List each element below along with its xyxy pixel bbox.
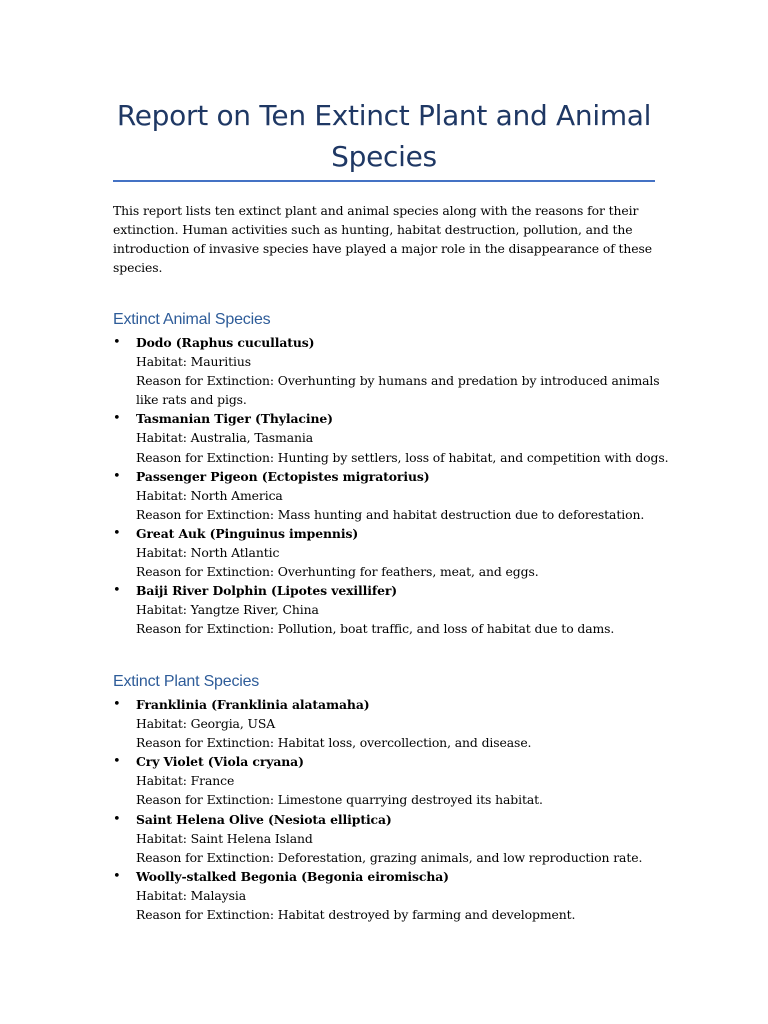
species-name: Great Auk (Pinguinus impennis) xyxy=(136,525,359,541)
list-item xyxy=(113,867,673,924)
species-habitat: Habitat: Georgia, USA xyxy=(136,716,276,732)
species-name: Passenger Pigeon (Ectopistes migratorius) xyxy=(136,468,430,484)
species-name: Franklinia (Franklinia alatamaha) xyxy=(136,697,370,712)
list-item xyxy=(113,467,673,524)
list-item xyxy=(113,695,673,752)
species-habitat: Habitat: North America xyxy=(136,487,283,503)
bullet-icon: • xyxy=(113,411,121,427)
page-title: Report on Ten Extinct Plant and Animal Species xyxy=(116,99,652,173)
list-item xyxy=(113,810,673,867)
plants-section-heading: Extinct Plant Species xyxy=(113,673,260,690)
species-name: Saint Helena Olive (Nesiota elliptica) xyxy=(136,811,392,827)
bullet-icon: • xyxy=(113,468,121,484)
bullet-icon: • xyxy=(113,811,121,827)
species-extinction-reason: Reason for Extinction: Overhunting by humans and predation by introduced animals like rats and pigs. xyxy=(136,373,660,408)
list-item xyxy=(113,581,673,638)
species-extinction-reason: Reason for Extinction: Habitat loss, overcollection, and disease. xyxy=(136,735,532,751)
species-name: Woolly-stalked Begonia (Begonia eiromischa) xyxy=(136,868,449,884)
species-habitat: Habitat: Saint Helena Island xyxy=(136,830,313,846)
species-extinction-reason: Reason for Extinction: Hunting by settlers, loss of habitat, and competition with dogs. xyxy=(136,449,669,465)
list-item xyxy=(113,752,673,809)
species-habitat: Habitat: France xyxy=(136,773,235,789)
species-extinction-reason: Reason for Extinction: Deforestation, grazing animals, and low reproduction rate. xyxy=(136,849,643,865)
animal-species-list xyxy=(113,333,673,639)
list-item xyxy=(113,409,673,466)
species-name: Cry Violet (Viola cryana) xyxy=(136,754,304,770)
species-extinction-reason: Reason for Extinction: Overhunting for feathers, meat, and eggs. xyxy=(136,564,539,580)
species-habitat: Habitat: Mauritius xyxy=(136,354,251,370)
species-extinction-reason: Reason for Extinction: Limestone quarrying destroyed its habitat. xyxy=(136,792,543,808)
bullet-icon: • xyxy=(113,754,121,770)
bullet-icon: • xyxy=(113,583,121,599)
species-extinction-reason: Reason for Extinction: Pollution, boat traffic, and loss of habitat due to dams. xyxy=(136,621,615,637)
animals-section-heading: Extinct Animal Species xyxy=(113,311,271,328)
species-habitat: Habitat: North Atlantic xyxy=(136,545,280,561)
bullet-icon: • xyxy=(113,697,121,712)
species-habitat: Habitat: Yangtze River, China xyxy=(136,602,319,618)
bullet-icon: • xyxy=(113,335,121,350)
plant-species-list xyxy=(113,695,673,924)
species-habitat: Habitat: Australia, Tasmania xyxy=(136,430,314,446)
bullet-icon: • xyxy=(113,868,121,884)
list-item xyxy=(113,333,673,409)
species-extinction-reason: Reason for Extinction: Mass hunting and habitat destruction due to deforestation. xyxy=(136,506,645,522)
species-habitat: Habitat: Malaysia xyxy=(136,887,246,903)
species-extinction-reason: Reason for Extinction: Habitat destroyed by farming and development. xyxy=(136,907,576,923)
species-name: Baiji River Dolphin (Lipotes vexillifer) xyxy=(136,583,398,599)
bullet-icon: • xyxy=(113,525,121,541)
list-item xyxy=(113,524,673,581)
intro-paragraph: This report lists ten extinct plant and animal species along with the reasons for their extinction. Human activities such as hunting, habitat destruction, pollution, and the introduction of invasive species have played a major role in the disappearance of these species. xyxy=(113,203,653,275)
title-underline xyxy=(113,180,655,182)
species-name: Tasmanian Tiger (Thylacine) xyxy=(136,411,333,427)
species-name: Dodo (Raphus cucullatus) xyxy=(136,335,315,350)
